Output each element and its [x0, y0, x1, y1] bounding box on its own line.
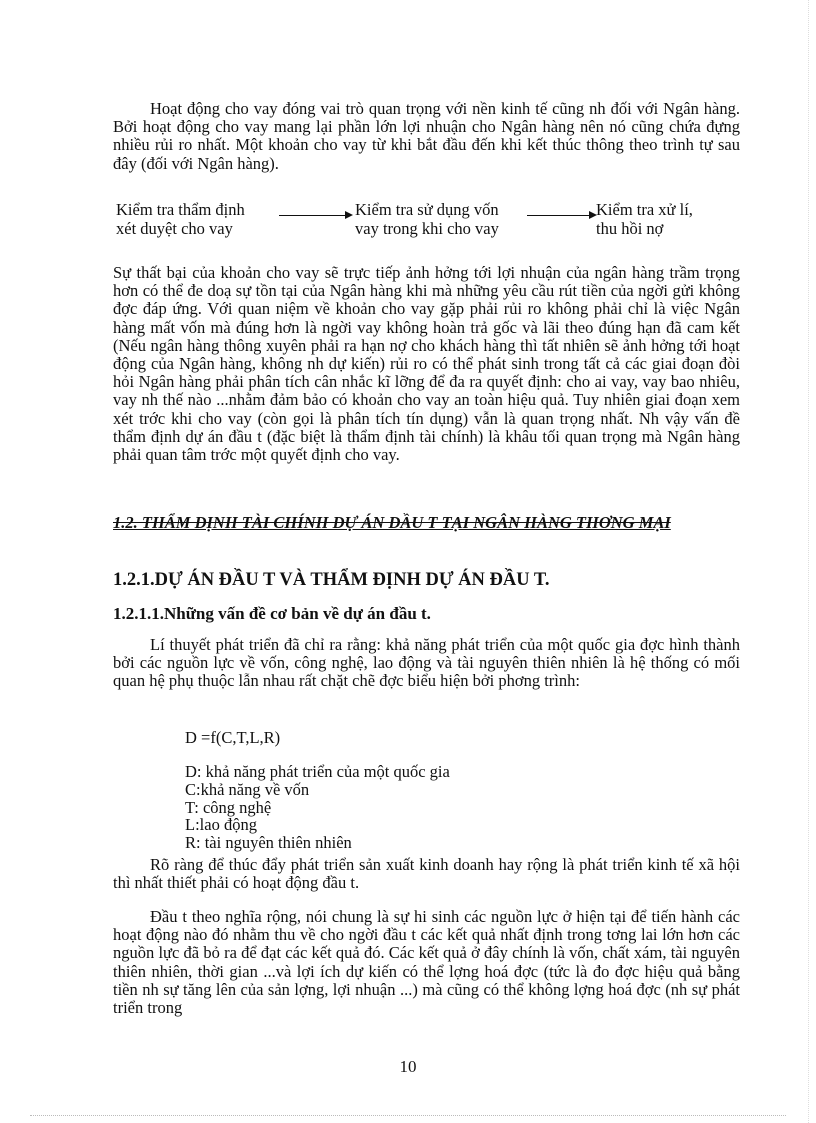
lending-process-flow: [113, 200, 740, 240]
definition-item: C:khả năng về vốn: [185, 779, 310, 799]
flow-step-recovery-line2: thu hồi nợ: [596, 219, 664, 238]
flow-step-recovery-line1: Kiểm tra xử lí,: [596, 200, 693, 219]
page-right-divider: [808, 0, 809, 1123]
development-formula: D =f(C,T,L,R): [185, 728, 281, 747]
page-number: 10: [399, 1057, 417, 1076]
definition-item: T: công nghệ: [185, 797, 272, 817]
page-bottom-divider: [30, 1115, 786, 1116]
paragraph-lending-role: Hoạt động cho vay đóng vai trò quan trọng với nền kinh tế cũng nh đối với Ngân hàng. Bởi hoạt động cho vay mang lại phần lớn lợi nhuận cho Ngân hàng nên nó cũng chứa đựng nhiều rủi ro nhất. Một khoản cho vay từ khi bắt đầu đến khi kết thúc thông theo trình tự sau đây (đối với Ngân hàng).: [113, 99, 740, 173]
section-heading-1-2: 1.2. THẨM ĐỊNH TÀI CHÍNH DỰ ÁN ĐẦU T TẠI NGÂN HÀNG THƠNG MẠI: [113, 513, 671, 532]
flow-step-usage-check: [355, 200, 499, 238]
section-heading-1-2-1: 1.2.1.DỰ ÁN ĐẦU T VÀ THẨM ĐỊNH DỰ ÁN ĐẦU T.: [113, 570, 550, 590]
definition-item: R: tài nguyên thiên nhiên: [185, 833, 352, 853]
definition-item: L:lao động: [185, 815, 257, 835]
section-heading-1-2-1-1: 1.2.1.1.Những vấn đề cơ bản về dự án đầu t.: [113, 604, 431, 623]
flow-step-appraisal: [116, 200, 245, 238]
flow-step-usage-check-line1: Kiểm tra sử dụng vốn: [355, 200, 499, 219]
paragraph-loan-failure: Sự thất bại của khoản cho vay sẽ trực tiếp ảnh hởng tới lợi nhuận của ngân hàng trầm trọng hơn có thể đe doạ sự tồn tại của Ngân hàng khi mà những yêu cầu rút tiền của ngời gửi không đợc đáp ứng. Với quan niệm về khoản cho vay gặp phải rủi ro không phải chỉ là việc Ngân hàng mất vốn mà đúng hơn là ngời vay không hoàn trả gốc và lãi theo đúng hạn đã cam kết (Nếu ngân hàng thông xuyên phải ra hạn nợ cho khách hàng thì tất nhiên sẽ ảnh hởng tới hoạt động của Ngân hàng, không nh dự kiến) rủi ro có thể phát sinh trong tất cả các giai đoạn đòi hỏi Ngân hàng phải phân tích cân nhắc kĩ lỡng để đa ra quyết định: cho ai vay, vay bao nhiêu, vay nh thế nào ...nhằm đảm bảo có khoản cho vay an toàn hiệu quả. Tuy nhiên giai đoạn xem xét trớc khi cho vay (còn gọi là phân tích tín dụng) vẫn là quan trọng nhất. Nh vậy vấn đề thẩm định dự án đầu t (đặc biệt là thẩm định tài chính) là khâu tối quan trọng mà Ngân hàng phải quan tâm trớc một quyết định cho vay.: [113, 263, 740, 465]
flow-arrow-1: [279, 215, 351, 216]
paragraph-investment-definition: Đầu t theo nghĩa rộng, nói chung là sự hi sinh các nguồn lực ở hiện tại để tiến hành các hoạt động nào đó nhằm thu về cho ngời đầu t các kết quả nhất định trong tơng lai lớn hơn các nguồn lực đã bỏ ra để đạt các kết quả đó. Các kết quả ở đây chính là vốn, chất xám, tài nguyên thiên nhiên, thời gian ...và lợi ích dự kiến có thể lợng hoá đợc (tức là đo đợc hiệu quả bằng tiền nh sự tăng lên của sản lợng, lợi nhuận ...) mà cũng có thể không lợng hoá đợc (nh sự phát triển trong: [113, 907, 740, 1018]
flow-step-appraisal-line2: xét duyệt cho vay: [116, 219, 233, 238]
flow-arrow-2: [527, 215, 595, 216]
paragraph-investment-need: Rõ ràng để thúc đẩy phát triển sản xuất kinh doanh hay rộng là phát triển kinh tế xã hội thì nhất thiết phải có hoạt động đầu t.: [113, 855, 740, 893]
flow-step-recovery: [596, 200, 693, 238]
flow-step-appraisal-line1: Kiểm tra thẩm định: [116, 200, 245, 219]
formula-definitions: [185, 763, 450, 852]
definition-item: D: khả năng phát triển của một quốc gia: [185, 762, 450, 781]
paragraph-development-theory: Lí thuyết phát triển đã chỉ ra rằng: khả năng phát triển của một quốc gia đợc hình thành bởi các nguồn lực về vốn, công nghệ, lao động và tài nguyên thiên nhiên là hệ thống có mối quan hệ phụ thuộc lẫn nhau rất chặt chẽ đợc biểu hiện bởi phơng trình:: [113, 635, 740, 691]
flow-step-usage-check-line2: vay trong khi cho vay: [355, 219, 499, 238]
